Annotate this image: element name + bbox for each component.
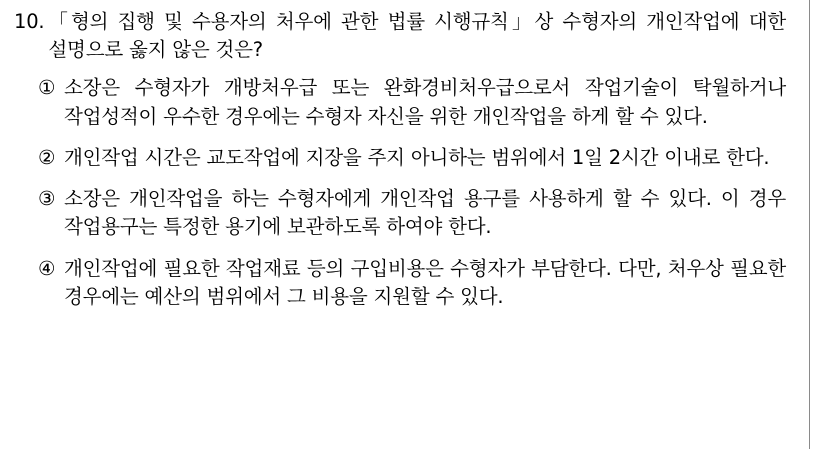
choice-list bbox=[14, 74, 786, 311]
choice-option-2[interactable] bbox=[38, 144, 786, 172]
question-header bbox=[14, 8, 786, 63]
choice-marker-1: ① bbox=[38, 76, 56, 100]
question-number: 10. bbox=[14, 10, 45, 33]
choice-text-4: 개인작업에 필요한 작업재료 등의 구입비용은 수형자가 부담한다. 다만, 처우상 필요한 경우에는 예산의 범위에서 그 비용을 지원할 수 있다. bbox=[64, 256, 786, 308]
choice-option-3[interactable] bbox=[38, 185, 786, 242]
choice-option-4[interactable] bbox=[38, 255, 786, 312]
choice-text-3: 소장은 개인작업을 하는 수형자에게 개인작업 용구를 사용하게 할 수 있다. 이 경우 작업용구는 특정한 용기에 보관하도록 하여야 한다. bbox=[64, 187, 786, 239]
choice-text-1: 소장은 수형자가 개방처우급 또는 완화경비처우급으로서 작업기술이 탁월하거나 작업성적이 우수한 경우에는 수형자 자신을 위한 개인작업을 하게 할 수 있다. bbox=[64, 76, 786, 128]
choice-marker-4: ④ bbox=[38, 256, 56, 280]
choice-option-1[interactable] bbox=[38, 74, 786, 131]
choice-marker-3: ③ bbox=[38, 187, 56, 211]
question-text: 「형의 집행 및 수용자의 처우에 관한 법률 시행규칙」상 수형자의 개인작업에 대한 설명으로 옳지 않은 것은? bbox=[48, 10, 786, 61]
choice-marker-2: ② bbox=[38, 145, 56, 169]
choice-text-2: 개인작업 시간은 교도작업에 지장을 주지 아니하는 범위에서 1일 2시간 이내로 한다. bbox=[64, 145, 770, 169]
page-edge-rule bbox=[809, 0, 810, 449]
question-block bbox=[14, 8, 786, 311]
